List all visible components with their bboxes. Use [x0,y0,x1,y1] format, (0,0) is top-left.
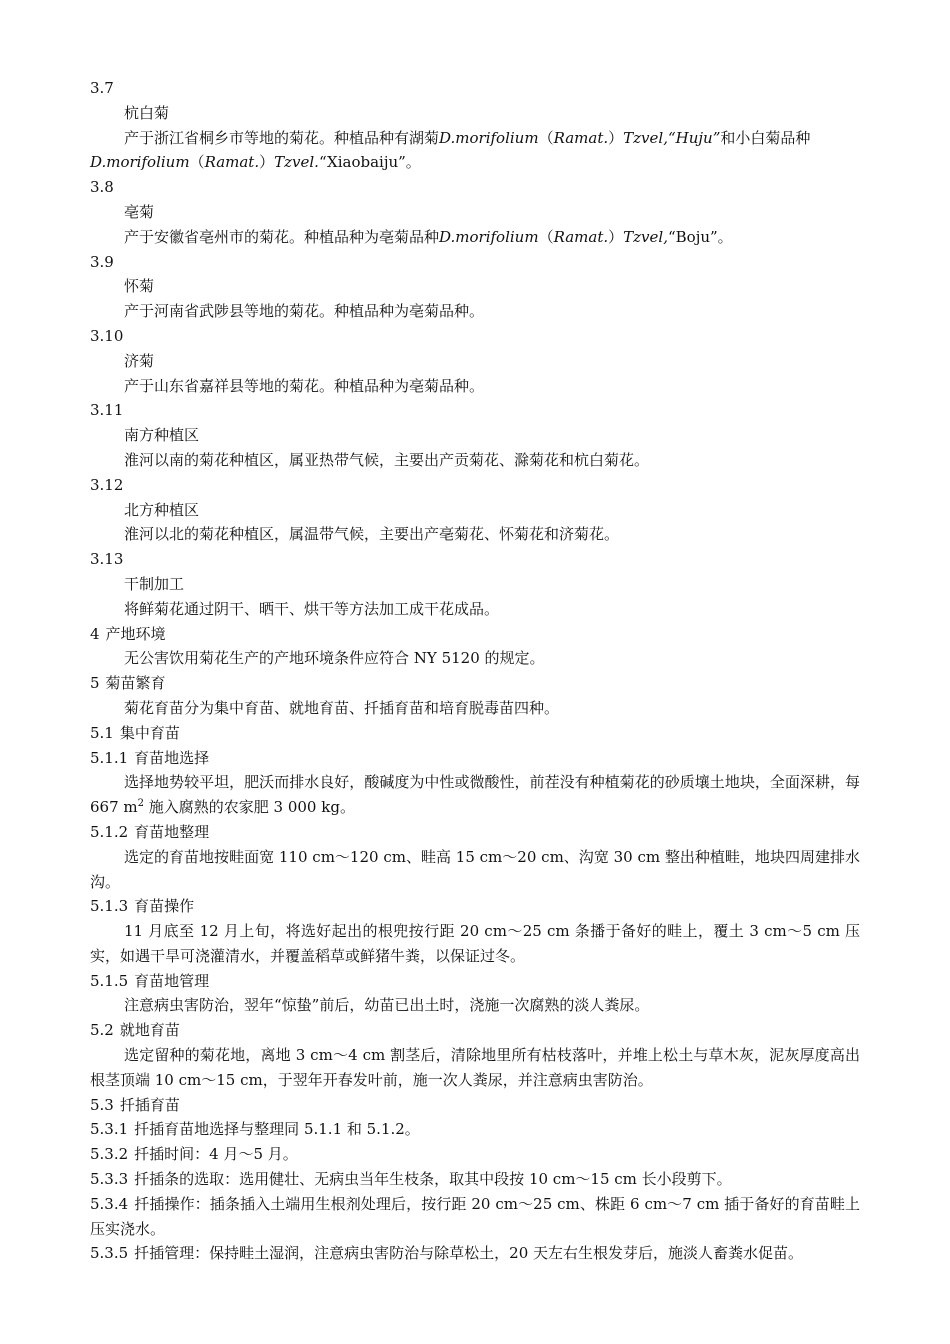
body-text: 施入腐熟的农家肥 3 000 kg。 [144,798,355,817]
paren-open: （ [538,128,554,147]
item-text: 扦插条的选取：选用健壮、无病虫当年生枝条，取其中段按 10 cm～15 cm 长小段剪下。 [134,1170,732,1189]
section-body: 11 月底至 12 月上旬，将选好起出的根兜按行距 20 cm～25 cm 条播于备好的畦上，覆土 3 cm～5 cm 压实，如遇干旱可浇灌清水，并覆盖稻草或鲜猪牛粪，以保证过冬。 [90,922,860,965]
term-definition: 产于河南省武陟县等地的菊花。种植品种为亳菊品种。 [124,302,485,321]
paren-close: ） [259,153,275,172]
section-number: 5.1.2 [90,822,129,841]
author-name: Ramat. [553,128,609,147]
paren-open: （ [189,153,205,172]
section-heading [90,746,860,771]
term-definition [90,126,860,176]
item-number: 5.3.5 [90,1244,129,1263]
cultivar-name: “Xiaobaiju”。 [318,153,421,172]
section-heading [90,820,860,845]
section-title: 集中育苗 [119,723,180,742]
section-number: 5.2 [90,1021,114,1040]
section-body: 菊花育苗分为集中育苗、就地育苗、扦插育苗和培育脱毒苗四种。 [124,698,560,717]
section-title: 育苗地管理 [134,971,210,990]
species-name: D.morifolium [90,153,190,172]
term-definition: 淮河以北的菊花种植区，属温带气候，主要出产亳菊花、怀菊花和济菊花。 [124,525,620,544]
section-heading [90,969,860,994]
section-number: 5.3 [90,1095,114,1114]
paren-close: ） [608,128,624,147]
definition-text: 产于浙江省桐乡市等地的菊花。种植品种有湖菊 [124,128,440,147]
item-number: 5.3.4 [90,1194,129,1213]
section-title: 育苗操作 [134,897,195,916]
clause-number: 3.12 [90,475,124,494]
cultivar-name: “Huju” [667,128,721,147]
section-body: 无公害饮用菊花生产的产地环境条件应符合 NY 5120 的规定。 [124,649,545,668]
section-title: 菊苗繁育 [105,674,166,693]
section-heading [90,894,860,919]
section-heading [90,671,860,696]
item-text: 扦插时间：4 月～5 月。 [134,1145,298,1164]
section-number: 4 [90,624,100,643]
clause-number: 3.13 [90,550,124,569]
term-definition: 淮河以南的菊花种植区，属亚热带气候，主要出产贡菊花、滁菊花和杭白菊花。 [124,450,650,469]
section-heading [90,1018,860,1043]
item-number: 5.3.2 [90,1145,129,1164]
section-body [90,770,860,820]
term-name: 怀菊 [124,277,155,296]
term-definition: 产于山东省嘉祥县等地的菊花。种植品种为亳菊品种。 [124,376,485,395]
term-name: 杭白菊 [124,103,170,122]
clause-number: 3.8 [90,178,114,197]
section-heading [90,1093,860,1118]
term-name: 亳菊 [124,202,155,221]
numbered-item [90,1142,860,1167]
item-number: 5.3.1 [90,1120,129,1139]
section-body: 注意病虫害防治，翌年“惊蛰”前后，幼苗已出土时，浇施一次腐熟的淡人粪尿。 [124,996,650,1015]
superscript: 2 [137,798,144,810]
section-number: 5 [90,674,100,693]
term-name: 南方种植区 [124,426,200,445]
section-number: 5.1.3 [90,897,129,916]
paren-close: ） [608,227,624,246]
section-title: 扦插育苗 [119,1095,180,1114]
definition-text: 产于安徽省亳州市的菊花。种植品种为亳菊品种 [124,227,440,246]
definition-text: 和小白菊品种 [720,128,811,147]
section-title: 产地环境 [105,624,166,643]
section-number: 5.1.5 [90,971,129,990]
author-name: Tzvel. [274,153,319,172]
section-number: 5.1 [90,723,114,742]
numbered-item [90,1117,860,1142]
numbered-item [90,1167,860,1192]
document-body [90,76,860,1266]
term-name: 干制加工 [124,574,185,593]
section-heading [90,721,860,746]
term-name: 北方种植区 [124,500,200,519]
section-heading [90,622,860,647]
section-number: 5.1.1 [90,748,129,767]
term-definition: 将鲜菊花通过阴干、晒干、烘干等方法加工成干花成品。 [124,599,500,618]
item-text: 扦插操作：插条插入土端用生根剂处理后，按行距 20 cm～25 cm、株距 6 cm～7 cm 插于备好的育苗畦上压实浇水。 [90,1194,860,1238]
paren-open: （ [538,227,554,246]
numbered-item [90,1241,860,1266]
cultivar-name: “Boju”。 [667,227,733,246]
numbered-item [90,1192,860,1242]
clause-number: 3.10 [90,326,124,345]
body-text: 选择地势较平坦，肥沃而排水良好，酸碱度为中性或微酸性，前茬没有种植菊花的砂质壤土地块，全面深耕，每 667 m [90,773,860,817]
author-name: Tzvel, [623,227,668,246]
section-body: 选定留种的菊花地，离地 3 cm～4 cm 割茎后，清除地里所有枯枝落叶，并堆上松土与草木灰，泥灰厚度高出根茎顶端 10 cm～15 cm，于翌年开春发叶前，施一次人粪尿，并注意病虫害防治。 [90,1046,860,1089]
species-name: D.morifolium [439,227,539,246]
section-title: 育苗地整理 [134,822,210,841]
section-body: 选定的育苗地按畦面宽 110 cm～120 cm、畦高 15 cm～20 cm、沟宽 30 cm 整出种植畦，地块四周建排水沟。 [90,847,860,891]
term-definition [90,225,860,250]
clause-number: 3.9 [90,252,114,271]
author-name: Ramat. [204,153,260,172]
author-name: Ramat. [553,227,609,246]
species-name: D.morifolium [439,128,539,147]
item-number: 5.3.3 [90,1170,129,1189]
section-title: 育苗地选择 [134,748,210,767]
section-title: 就地育苗 [119,1021,180,1040]
item-text: 扦插管理：保持畦土湿润，注意病虫害防治与除草松土，20 天左右生根发芽后，施淡人畜粪水促苗。 [134,1244,804,1263]
clause-number: 3.7 [90,79,114,97]
author-name: Tzvel, [623,128,668,147]
clause-number: 3.11 [90,401,124,420]
item-text: 扦插育苗地选择与整理同 5.1.1 和 5.1.2。 [134,1120,420,1139]
term-name: 济菊 [124,351,155,370]
